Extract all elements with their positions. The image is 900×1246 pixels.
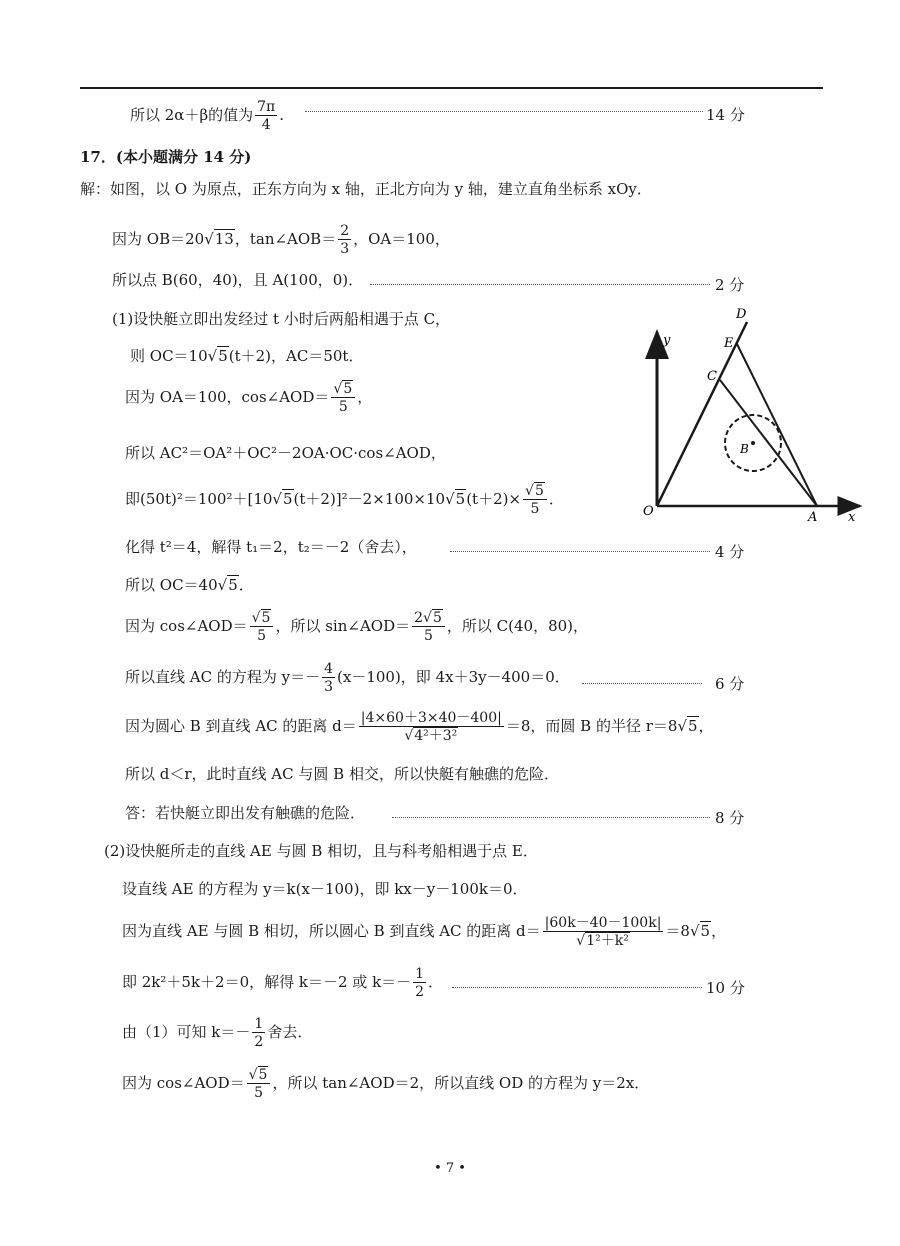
text: 所以直线 AC 的方程为 y＝－ — [125, 668, 321, 686]
compare-line: 所以 d＜r，此时直线 AC 与圆 B 相交，所以快艇有触礁的危险． — [125, 765, 559, 783]
denominator: 5 — [424, 628, 433, 644]
fraction — [322, 662, 335, 694]
label-d: D — [736, 307, 747, 322]
label-x: x — [848, 510, 856, 525]
part1-intro: (1)设快艇立即出发经过 t 小时后两船相遇于点 C， — [112, 310, 451, 328]
sqrt: √5 — [677, 717, 698, 735]
text: ． — [428, 973, 444, 991]
sin-line — [125, 611, 588, 643]
text: 即(50t)²＝100²＋[10 — [125, 490, 273, 508]
fraction — [359, 711, 504, 743]
text: ， — [698, 717, 714, 735]
answer-line: 答：若快艇立即出发有触礁的危险． — [125, 804, 366, 822]
numerator: 2 — [340, 223, 350, 239]
leader-dots — [305, 111, 703, 112]
part2-intro: (2)设快艇所走的直线 AE 与圆 B 相切，且与科考船相遇于点 E． — [104, 842, 538, 860]
numerator: 4 — [324, 661, 334, 677]
denominator: √1²＋k² — [576, 933, 629, 949]
solve-line: 化得 t²＝4，解得 t₁＝2，t₂＝－2（舍去）， — [125, 538, 417, 556]
fraction — [543, 916, 664, 948]
text: 舍去． — [267, 1023, 313, 1041]
point-b — [751, 441, 755, 445]
oc-line — [130, 349, 363, 364]
oc2-line — [125, 578, 254, 593]
geometry-figure — [630, 300, 870, 530]
sqrt: √13 — [204, 230, 234, 248]
tangent-line — [122, 916, 726, 948]
denominator: 3 — [324, 679, 334, 695]
line-od — [657, 322, 747, 506]
distance-line — [125, 711, 714, 743]
radicand: 4²＋3² — [414, 728, 458, 744]
numerator: 1 — [415, 966, 425, 982]
text: 因为圆心 B 到直线 AC 的距离 d＝ — [125, 717, 357, 735]
text: ＝8 — [665, 922, 690, 940]
radicand: 5 — [700, 922, 711, 940]
text: ，tan∠AOB＝ — [234, 230, 337, 248]
sqrt: √5 — [217, 576, 238, 594]
text: 因为 cos∠AOD＝ — [122, 1074, 245, 1092]
given-line — [112, 224, 450, 256]
fraction — [252, 1017, 265, 1049]
question-title: 17．(本小题满分 14 分) — [80, 148, 252, 166]
numerator: √5 — [250, 611, 274, 627]
text: 由（1）可知 k＝－ — [122, 1023, 251, 1041]
fraction — [331, 382, 355, 414]
od-line — [122, 1068, 649, 1100]
text: 即 2k²＋5k＋2＝0，解得 k＝－2 或 k＝－ — [122, 973, 412, 991]
text: ， — [711, 922, 727, 940]
text: 所以 OC＝40 — [125, 576, 218, 594]
line-ae — [737, 344, 817, 506]
text: ，所以 tan∠AOD＝2，所以直线 OD 的方程为 y＝2x． — [272, 1074, 650, 1092]
leader-dots — [450, 551, 710, 552]
fraction — [412, 611, 445, 643]
radicand: 13 — [214, 230, 234, 248]
text: ． — [238, 576, 254, 594]
sqrt: √5 — [689, 922, 711, 940]
top-rule — [80, 87, 823, 89]
radicand: 5 — [218, 347, 228, 365]
label-b: B — [740, 442, 749, 456]
text: 所以 2α＋β的值为 — [130, 106, 254, 124]
coef: 2 — [414, 610, 424, 626]
numerator: √5 — [523, 484, 547, 500]
score: 8 分 — [715, 809, 745, 827]
text: 因为 cos∠AOD＝ — [125, 617, 248, 635]
text: ，OA＝100， — [353, 230, 450, 248]
denominator: 4 — [261, 117, 271, 133]
label-o: O — [643, 504, 654, 519]
sqrt: √5 — [207, 347, 228, 365]
fraction — [250, 611, 274, 643]
text: . — [279, 106, 285, 124]
denominator: 3 — [340, 241, 350, 257]
denominator: 2 — [254, 1034, 264, 1050]
text: 因为直线 AE 与圆 B 相切，所以圆心 B 到直线 AC 的距离 d＝ — [122, 922, 541, 940]
radicand: 5 — [258, 1067, 268, 1083]
text: (t＋2)，AC＝50t． — [228, 347, 364, 365]
ae-line: 设直线 AE 的方程为 y＝k(x－100)，即 kx－y－100k＝0． — [122, 880, 528, 898]
radicand: 5 — [282, 490, 293, 508]
fraction — [523, 484, 547, 516]
sqrt: √5 — [445, 490, 466, 508]
text: ＝8，而圆 B 的半径 r＝8 — [505, 717, 678, 735]
ac-line — [125, 662, 570, 694]
denominator: 2 — [415, 984, 425, 1000]
radicand: 5 — [688, 717, 698, 735]
leader-dots — [392, 817, 710, 818]
text: (t＋2)× — [466, 490, 522, 508]
score: 2 分 — [715, 276, 745, 294]
score: 6 分 — [715, 675, 745, 693]
cos-line — [125, 382, 372, 414]
numerator: 1 — [254, 1016, 264, 1032]
text: 则 OC＝10 — [130, 347, 208, 365]
drop-line — [122, 1017, 312, 1049]
score: 14 分 — [706, 106, 745, 124]
score: 10 分 — [706, 979, 745, 997]
label-c: C — [707, 369, 717, 384]
radicand: 1²＋k² — [586, 933, 629, 949]
label-y: y — [663, 333, 671, 348]
label-a: A — [808, 510, 818, 525]
text: (x－100)，即 4x＋3y－400＝0． — [337, 668, 570, 686]
radicand: 5 — [228, 576, 238, 594]
denominator: √4²＋3² — [404, 728, 458, 744]
numerator: √5 — [247, 1068, 271, 1084]
text: ，所以 C(40，80)， — [446, 617, 589, 635]
text: ，所以 sin∠AOD＝ — [275, 617, 411, 635]
text: (t＋2)]²－2×100×10 — [293, 490, 446, 508]
radicand: 5 — [261, 610, 271, 626]
radicand: 5 — [343, 381, 353, 397]
radicand: 5 — [455, 490, 466, 508]
numerator: |60k－40－100k| — [544, 915, 662, 931]
page-number: • 7 • — [434, 1161, 466, 1176]
fraction — [413, 967, 426, 999]
cosine-law-line: 所以 AC²＝OA²＋OC²－2OA·OC·cos∠AOD， — [125, 444, 446, 462]
k-line — [122, 967, 443, 999]
numerator: |4×60＋3×40－400| — [360, 710, 502, 726]
text: 因为 OB＝20 — [112, 230, 205, 248]
numerator: 2√5 — [412, 611, 445, 627]
denominator: 5 — [338, 399, 348, 415]
text: ． — [548, 490, 564, 508]
fraction — [338, 224, 351, 256]
solution-intro: 解：如图，以 O 为原点，正东方向为 x 轴，正北方向为 y 轴，建立直角坐标系 xOy． — [80, 180, 652, 198]
fraction — [247, 1068, 271, 1100]
denominator: 5 — [530, 501, 540, 517]
answer-line-16 — [130, 100, 284, 132]
text: 因为 OA＝100，cos∠AOD＝ — [125, 388, 330, 406]
leader-dots — [582, 683, 702, 684]
denominator: 5 — [254, 1085, 263, 1101]
text: ， — [357, 388, 373, 406]
label-e: E — [724, 336, 734, 351]
score: 4 分 — [715, 543, 745, 561]
sqrt: √5 — [272, 490, 293, 508]
denominator: 5 — [257, 628, 266, 644]
numerator: √5 — [331, 382, 355, 398]
numerator: 7π — [257, 99, 276, 115]
radicand: 5 — [432, 610, 442, 626]
points-line: 所以点 B(60，40)，且 A(100，0)． — [112, 271, 364, 289]
fraction — [255, 100, 277, 132]
leader-dots — [370, 284, 710, 285]
line-ac — [720, 380, 817, 506]
radicand: 5 — [534, 483, 544, 499]
leader-dots — [452, 987, 702, 988]
equation-line — [125, 484, 564, 516]
